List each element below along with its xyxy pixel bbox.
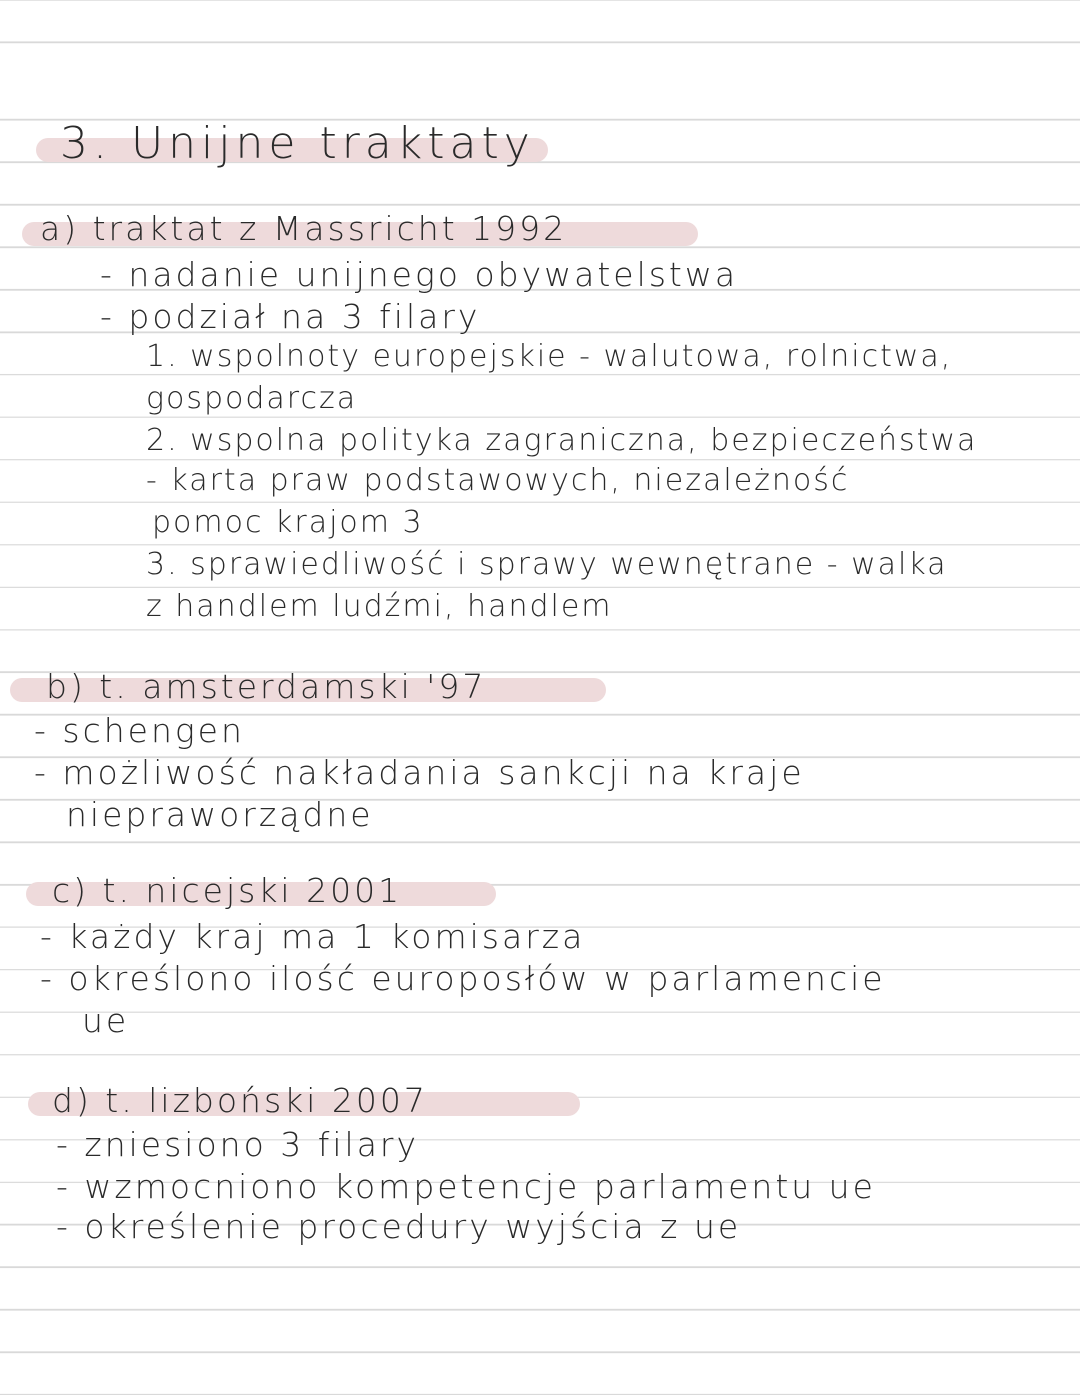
section-d-item: - wzmocniono kompetencje parlamentu ue — [56, 1167, 876, 1206]
section-b-heading: b) t. amsterdamski '97 — [46, 667, 487, 706]
section-d-heading: d) t. lizboński 2007 — [52, 1081, 428, 1120]
section-a-item: z handlem ludźmi, handlem — [146, 589, 613, 624]
section-a-item: pomoc krajom 3 — [152, 505, 424, 540]
section-c-heading: c) t. nicejski 2001 — [52, 871, 403, 910]
page-title: 3. Unijne traktaty — [60, 118, 535, 169]
section-a-item: - karta praw podstawowych, niezależność — [146, 463, 850, 498]
section-a-item: 2. wspolna polityka zagraniczna, bezpieczeństwa — [146, 423, 978, 458]
section-a-item: - nadanie unijnego obywatelstwa — [100, 255, 739, 294]
section-b-item: - możliwość nakładania sankcji na kraje — [34, 753, 805, 792]
section-d-item: - zniesiono 3 filary — [56, 1125, 420, 1164]
section-c-item: ue — [82, 1001, 130, 1040]
section-b-item: - schengen — [34, 711, 245, 750]
section-c-item: - każdy kraj ma 1 komisarza — [40, 917, 586, 956]
section-a-item: 3. sprawiedliwość i sprawy wewnętrane - walka — [146, 547, 948, 582]
section-a-item: 1. wspolnoty europejskie - walutowa, rolnictwa, — [146, 339, 953, 374]
section-d-item: - określenie procedury wyjścia z ue — [56, 1207, 742, 1246]
section-b-item: niepraworządne — [66, 795, 374, 834]
section-a-item: - podział na 3 filary — [100, 297, 481, 336]
section-a-heading: a) traktat z Massricht 1992 — [40, 209, 568, 248]
section-c-item: - określono ilość europosłów w parlamencie — [40, 959, 886, 998]
section-a-item: gospodarcza — [146, 381, 358, 416]
